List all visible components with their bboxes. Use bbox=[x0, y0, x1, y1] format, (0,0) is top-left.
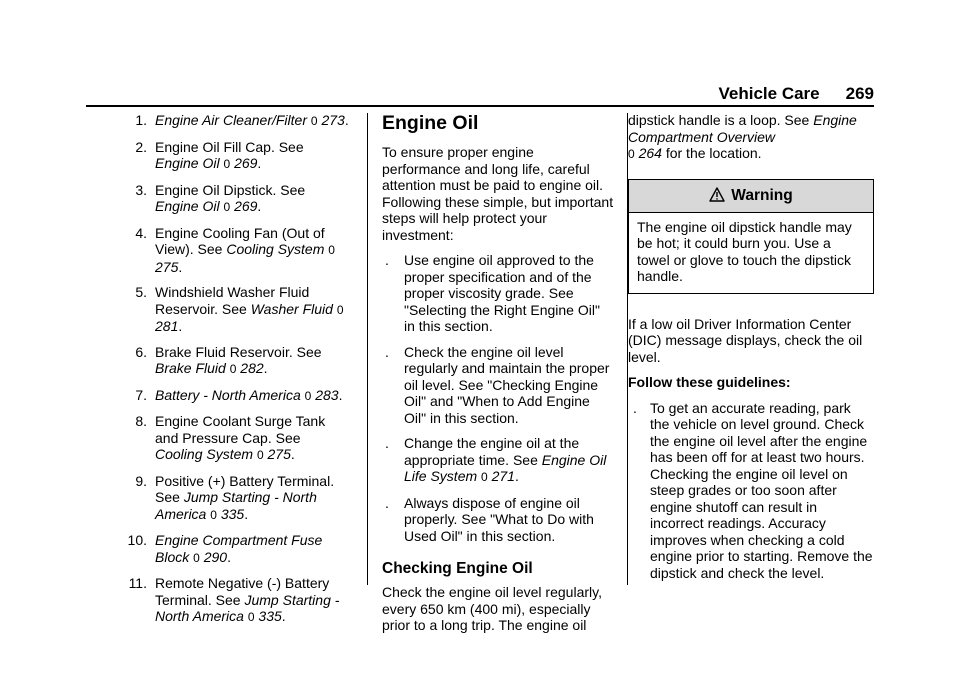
list-item: 1. Engine Air Cleaner/Filter 0 273. bbox=[135, 112, 349, 128]
list-item: 2. Engine Oil Fill Cap. See Engine Oil 0 269. bbox=[135, 138, 304, 171]
cross-reference-link[interactable]: Jump Starting - North America bbox=[155, 591, 340, 624]
list-item: 10. Engine Compartment Fuse Block 0 290. bbox=[127, 532, 323, 565]
warning-box bbox=[628, 179, 874, 294]
list-item: 4. Engine Cooling Fan (Out of View). See Cooling System 0 275. bbox=[135, 224, 335, 275]
right-column bbox=[628, 112, 874, 590]
page-ref-icon: 0 bbox=[328, 243, 335, 257]
column-divider-1 bbox=[367, 113, 368, 585]
engine-oil-section bbox=[382, 112, 614, 643]
header-rule bbox=[86, 105, 874, 107]
page-ref[interactable]: 283 bbox=[315, 386, 339, 403]
cross-reference-link[interactable]: Engine Oil Life System bbox=[404, 451, 607, 484]
cross-reference-link[interactable]: Cooling System bbox=[155, 446, 254, 462]
page-ref-icon: 0 bbox=[247, 610, 255, 624]
list-item: . Check the engine oil level regularly and maintain the proper oil level. See "Checking Engine Oil" and "When to Add Engine Oil" in this section. bbox=[385, 343, 610, 426]
page-ref-icon: 0 bbox=[210, 507, 217, 522]
page-ref[interactable]: 290 bbox=[203, 548, 228, 565]
list-item: 9. Positive (+) Battery Terminal. See Jump Starting - North America 0 335. bbox=[135, 472, 335, 522]
bullet-icon: . bbox=[633, 399, 637, 416]
cross-reference-link[interactable]: Cooling System bbox=[226, 241, 325, 257]
intro-paragraph: To ensure proper engine performance and long life, careful attention must be paid to engine oil. Following these simple, but important steps will help protect your investment: bbox=[382, 144, 614, 243]
cross-reference-link[interactable]: Engine Compartment Fuse Block bbox=[155, 532, 323, 565]
cross-reference-link[interactable]: Engine Compartment Overview bbox=[628, 112, 857, 145]
page-ref-icon: 0 bbox=[229, 362, 237, 376]
cross-reference-link[interactable]: Engine Air Cleaner/Filter bbox=[155, 112, 307, 128]
warning-triangle-icon bbox=[709, 187, 725, 202]
page-ref[interactable]: 282 bbox=[240, 360, 264, 376]
page-ref-icon: 0 bbox=[223, 157, 231, 171]
page-ref[interactable]: 271 bbox=[491, 468, 515, 484]
page-ref[interactable]: 273 bbox=[321, 112, 345, 128]
subsection-heading: Checking Engine Oil bbox=[382, 560, 533, 577]
page-ref[interactable]: 269 bbox=[234, 198, 258, 214]
callout-list bbox=[119, 112, 351, 635]
warning-title: Warning bbox=[731, 186, 793, 204]
page-number: 269 bbox=[845, 84, 874, 103]
cross-reference-link[interactable]: Jump Starting - North America bbox=[155, 489, 317, 522]
list-item: 6. Brake Fluid Reservoir. See Brake Fluid 0 282. bbox=[135, 343, 322, 376]
page-ref-icon: 0 bbox=[481, 470, 488, 484]
warning-text: The engine oil dipstick handle may be hot; it could burn you. Use a towel or glove to touch the dipstick handle. bbox=[637, 218, 852, 284]
page-ref-icon: 0 bbox=[310, 114, 318, 128]
bullet-icon: . bbox=[385, 435, 389, 451]
list-item: . To get an accurate reading, park the vehicle on level ground. Check the engine oil level after the engine has been off for at least two hours. Checking the engine oil level on steep grades or too soon after engine shutoff can result in incorrect readings. Accuracy improves when checking a cold engine prior to starting. Remove the dipstick and check the level. bbox=[633, 399, 873, 581]
page-ref-icon: 0 bbox=[304, 388, 312, 403]
page-ref[interactable]: 335 bbox=[258, 608, 282, 624]
page-ref[interactable]: 275 bbox=[267, 446, 291, 462]
list-item: 3. Engine Oil Dipstick. See Engine Oil 0 269. bbox=[135, 181, 306, 214]
page-ref-icon: 0 bbox=[628, 147, 635, 161]
continuation-paragraph: dipstick handle is a loop. See Engine Compartment Overview 0 264 for the location. bbox=[628, 112, 857, 161]
guidelines-heading: Follow these guidelines: bbox=[628, 374, 791, 390]
list-item: 7. Battery - North America 0 283. bbox=[135, 386, 343, 403]
cross-reference-link[interactable]: Washer Fluid bbox=[250, 300, 333, 317]
page-header bbox=[719, 84, 875, 104]
page-ref[interactable]: 275 bbox=[155, 258, 179, 275]
page-ref-icon: 0 bbox=[223, 200, 231, 214]
page-ref-icon: 0 bbox=[193, 550, 200, 565]
cross-reference-link[interactable]: Engine Oil bbox=[155, 155, 220, 171]
page-ref[interactable]: 264 bbox=[638, 145, 662, 161]
page-ref[interactable]: 281 bbox=[155, 318, 179, 334]
section-heading: Engine Oil bbox=[382, 112, 479, 134]
dic-paragraph: If a low oil Driver Information Center (DIC) message displays, check the oil level. bbox=[628, 315, 863, 365]
cross-reference-link[interactable]: Engine Oil bbox=[155, 198, 220, 214]
page-ref-icon: 0 bbox=[336, 302, 344, 317]
bullet-icon: . bbox=[385, 252, 389, 268]
checking-paragraph: Check the engine oil level regularly, every 650 km (400 mi), especially prior to a long trip. The engine oil bbox=[382, 584, 602, 633]
cross-reference-link[interactable]: Battery - North America bbox=[155, 386, 301, 403]
bullet-icon: . bbox=[385, 343, 389, 360]
page-ref[interactable]: 335 bbox=[220, 505, 245, 522]
warning-header bbox=[629, 180, 873, 213]
list-item: . Always dispose of engine oil properly. See "What to Do with Used Oil" in this section. bbox=[385, 494, 594, 544]
page-ref-icon: 0 bbox=[256, 448, 264, 462]
list-item: 11. Remote Negative (-) Battery Terminal. See Jump Starting - North America 0 335. bbox=[128, 575, 340, 624]
cross-reference-link[interactable]: Brake Fluid bbox=[155, 360, 226, 376]
page-ref[interactable]: 269 bbox=[234, 155, 258, 171]
section-title: Vehicle Care bbox=[718, 84, 820, 103]
list-item: 5. Windshield Washer Fluid Reservoir. See Washer Fluid 0 281. bbox=[135, 284, 344, 334]
list-item: . Use engine oil approved to the proper specification and of the proper viscosity grade. See "Selecting the Right Engine Oil" in this section. bbox=[385, 252, 600, 334]
bullet-icon: . bbox=[385, 494, 389, 511]
list-item: . Change the engine oil at the appropriate time. See Engine Oil Life System 0 271. bbox=[385, 435, 607, 484]
list-item: 8. Engine Coolant Surge Tank and Pressure Cap. See Cooling System 0 275. bbox=[135, 413, 326, 462]
